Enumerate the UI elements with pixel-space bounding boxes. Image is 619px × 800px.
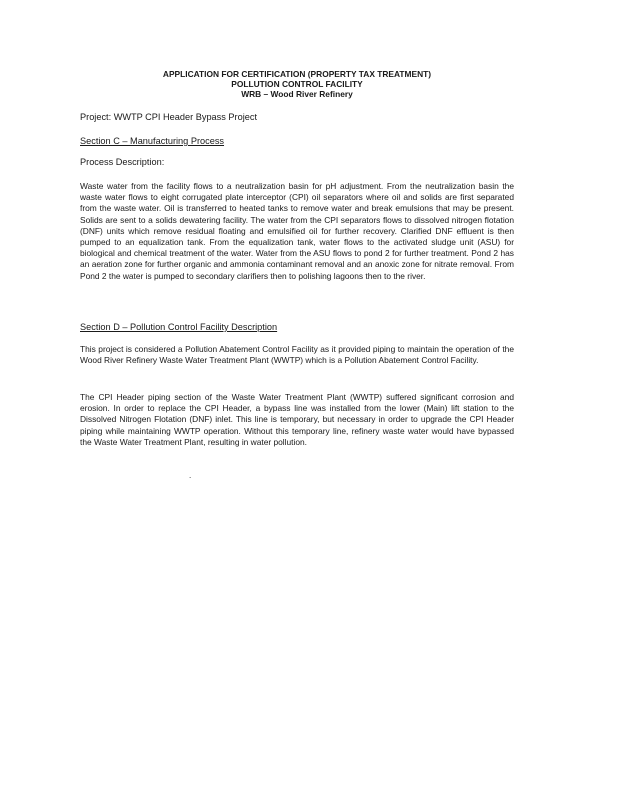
header-title: APPLICATION FOR CERTIFICATION (PROPERTY TAX TREATMENT) <box>162 69 432 79</box>
section-d-heading: Section D – Pollution Control Facility Description <box>80 322 278 332</box>
facility-description-paragraph-1: This project is considered a Pollution Abatement Control Facility as it provided piping to maintain the operation of the Wood River Refinery Waste Water Treatment Plant (WWTP) which is a Pollution Abatement Control Facility. <box>80 344 514 366</box>
stray-mark: . <box>189 471 192 480</box>
process-description-label: Process Description: <box>80 157 165 167</box>
header-refinery: WRB – Wood River Refinery <box>241 89 353 99</box>
project-title: Project: WWTP CPI Header Bypass Project <box>80 112 257 122</box>
process-description-paragraph: Waste water from the facility flows to a neutralization basin for pH adjustment. From the neutralization basin the waste water flows to eight corrugated plate interceptor (CPI) oil separators where oil and solids are first separated from the waste water. Oil is transferred to heated tanks to remove water and break emulsions that may be present. Solids are sent to a solids dewatering facility. The water from the CPI separators flows to dissolved nitrogen flotation (DNF) units which remove residual floating and emulsified oil for further recovery. Clarified DNF effluent is then pumped to an equalization tank. From the equalization tank, water flows to the activated sludge unit (ASU) for biological and chemical treatment of the water. Water from the ASU flows to pond 2 for further treatment. Pond 2 has an aeration zone for further organic and ammonia contaminant removal and an anoxic zone for nitrate removal. From Pond 2 the water is pumped to secondary clarifiers then to polishing lagoons then to the river. <box>80 181 514 281</box>
section-c-heading: Section C – Manufacturing Process <box>80 136 225 146</box>
document-header <box>80 69 514 99</box>
facility-description-paragraph-2: The CPI Header piping section of the Waste Water Treatment Plant (WWTP) suffered significant corrosion and erosion. In order to replace the CPI Header, a bypass line was installed from the lower (Main) lift station to the Dissolved Nitrogen Flotation (DNF) inlet. This line is temporary, but necessary in order to upgrade the CPI Header piping while maintaining WWTP operation. Without this temporary line, refinery waste water would have bypassed the Waste Water Treatment Plant, resulting in water pollution. <box>80 392 514 447</box>
header-facility: POLLUTION CONTROL FACILITY <box>231 79 363 89</box>
